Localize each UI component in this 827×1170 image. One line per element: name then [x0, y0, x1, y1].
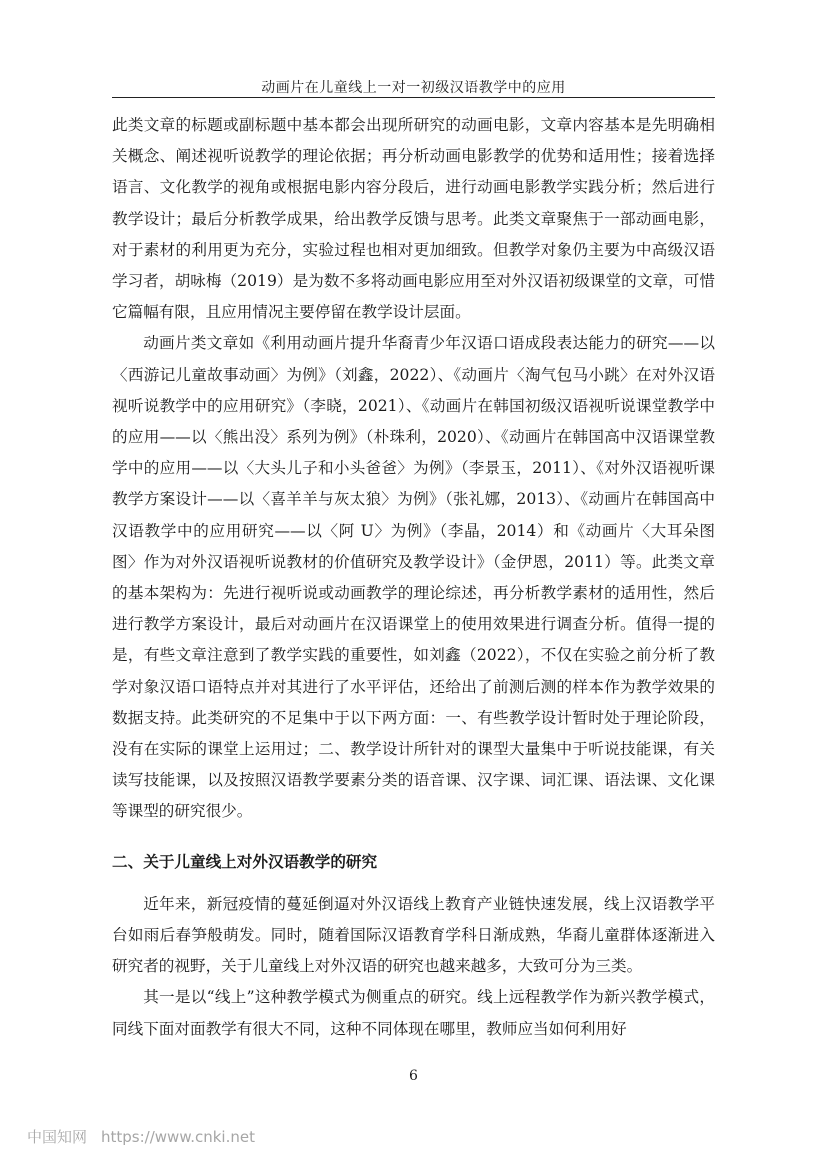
article-body: [112, 110, 715, 1045]
section-heading: 二、关于儿童线上对外汉语教学的研究: [112, 852, 378, 871]
body-paragraph: 此类文章的标题或副标题中基本都会出现所研究的动画电影，文章内容基本是先明确相关概念、阐述视听说教学的理论依据；再分析动画电影教学的优势和适用性；接着选择语言、文化教学的视角或根据电影内容分段后，进行动画电影教学实践分析；然后进行教学设计；最后分析教学成果，给出教学反馈与思考。此类文章聚焦于一部动画电影，对于素材的利用更为充分，实验过程也相对更加细致。但教学对象仍主要为中高级汉语学习者，胡咏梅（2019）是为数不多将动画电影应用至对外汉语初级课堂的文章，可惜它篇幅有限，且应用情况主要停留在教学设计层面。: [112, 116, 715, 322]
header-rule: [112, 97, 715, 98]
body-paragraph: 其一是以“线上”这种教学模式为侧重点的研究。线上远程教学作为新兴教学模式，同线下面对面教学有很大不同，这种不同体现在哪里，教师应当如何利用好: [112, 988, 715, 1038]
page-number: 6: [409, 1068, 418, 1084]
cnki-watermark: [27, 1126, 269, 1147]
body-paragraph: 动画片类文章如《利用动画片提升华裔青少年汉语口语成段表达能力的研究——以〈西游记儿童故事动画〉为例》（刘鑫，2022）、《动画片〈淘气包马小跳〉在对外汉语视听说教学中的应用研究》（李晓，2021）、《动画片在韩国初级汉语视听说课堂教学中的应用——以〈熊出没〉系列为例》（朴珠利，2020）、《动画片在韩国高中汉语课堂教学中的应用——以〈大头儿子和小头爸爸〉为例》（李景玉，2011）、《对外汉语视听课教学方案设计——以〈喜羊羊与灰太狼〉为例》（张礼娜，2013）、《动画片在韩国高中汉语教学中的应用研究——以〈阿 U〉为例》（李晶，2014）和《动画片〈大耳朵图图〉作为对外汉语视听说教材的价值研究及教学设计》（金伊恩，2011）等。此类文章的基本架构为：先进行视听说或动画教学的理论综述，再分析教学素材的适用性，然后进行教学方案设计，最后对动画片在汉语课堂上的使用效果进行调查分析。值得一提的是，有些文章注意到了教学实践的重要性，如刘鑫（2022），不仅在实验之前分析了教学对象汉语口语特点并对其进行了水平评估，还给出了前测后测的样本作为教学效果的数据支持。此类研究的不足集中于以下两方面：一、有些教学设计暂时处于理论阶段，没有在实际的课堂上运用过；二、教学设计所针对的课型大量集中于听说技能课，有关读写技能课，以及按照汉语教学要素分类的语音课、汉字课、词汇课、语法课、文化课等课型的研究很少。: [112, 334, 715, 821]
watermark-url: https://www.cnki.net: [101, 1128, 255, 1146]
running-head-title: 动画片在儿童线上一对一初级汉语教学中的应用: [261, 80, 566, 96]
body-paragraph: 近年来，新冠疫情的蔓延倒逼对外汉语线上教育产业链快速发展，线上汉语教学平台如雨后春笋般萌发。同时，随着国际汉语教育学科日渐成熟，华裔儿童群体逐渐进入研究者的视野，关于儿童线上对外汉语的研究也越来越多，大致可分为三类。: [112, 894, 715, 976]
watermark-brand: 中国知网: [27, 1128, 88, 1146]
